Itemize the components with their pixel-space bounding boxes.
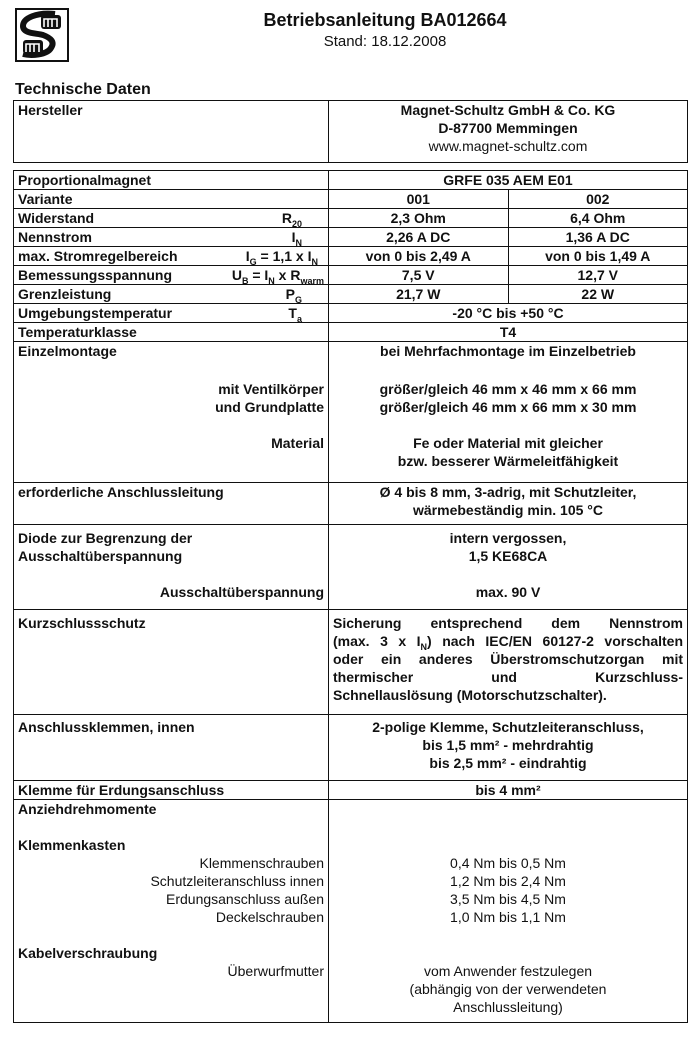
label-stromregelbereich: max. Stromregelbereich (18, 248, 178, 264)
grenzleistung-002: 22 W (508, 285, 688, 304)
kurzschluss-line-3: oder ein anderes Überstromschutzorgan mit (333, 651, 683, 667)
row-variante (14, 190, 688, 209)
variante-001: 001 (329, 190, 509, 209)
symbol-grenzleistung: $P_G$ (285, 286, 302, 305)
row-diode (14, 525, 688, 610)
row-einzelmontage (14, 342, 688, 483)
row-hersteller (14, 101, 688, 163)
label-ventilkoerper: mit Ventilkörper (218, 381, 324, 397)
value-diode-2: 1,5 KE68CA (468, 548, 548, 564)
value-klemmen-2: bis 1,5 mm² - mehrdrahtig (422, 737, 594, 753)
formula-stromregelbereich: $I_G = 1,1$ x $I_N$ (245, 248, 318, 267)
value-hersteller: Magnet-Schultz GmbH & Co. KG D-87700 Memmingen www.magnet-schultz.com (329, 101, 688, 163)
label-diode-1: Diode zur Begrenzung der (18, 530, 193, 546)
label-temperaturklasse: Temperaturklasse (14, 323, 329, 342)
label-bemessungsspannung: Bemessungsspannung (18, 267, 173, 283)
value-anschlussleitung-2: wärmebeständig min. 105 °C (413, 502, 603, 518)
label-grenzleistung: Grenzleistung (18, 286, 112, 302)
value-temperaturklasse: T4 (329, 323, 688, 342)
value-schutzleiteranschluss: 1,2 Nm bis 2,4 Nm (450, 873, 566, 889)
label-diode-2: Ausschaltüberspannung (18, 548, 183, 564)
label-erdungsanschluss-aussen: Erdungsanschluss außen (166, 891, 324, 907)
label-schutzleiteranschluss: Schutzleiteranschluss innen (150, 873, 324, 889)
row-stromregelbereich (14, 247, 688, 266)
bemessung-002: 12,7 V (508, 266, 688, 285)
row-kurzschlussschutz (14, 610, 688, 715)
label-umgebungstemperatur: Umgebungstemperatur (18, 305, 173, 321)
formula-bemessungsspannung: $U_B = I_N$ x $R_{warm}$ (231, 267, 324, 286)
label-kurzschlussschutz: Kurzschlussschutz (14, 610, 329, 715)
value-erdungsanschluss: bis 4 mm² (329, 781, 688, 800)
widerstand-002: 6,4 Ohm (508, 209, 688, 228)
value-umgebungstemperatur: -20 °C bis +50 °C (329, 304, 688, 323)
label-klemmenschrauben: Klemmenschrauben (199, 855, 324, 871)
kurzschluss-line-2: (max. 3 x $I_N$) nach IEC/EN 60127-2 vorschalten (333, 633, 683, 652)
kurzschluss-line-5: Schnellauslösung (Motorschutzschalter). (333, 687, 607, 703)
value-material-1: Fe oder Material mit gleicher (413, 435, 603, 451)
value-ueberwurfmutter-3: Anschlussleitung) (453, 999, 563, 1015)
label-erdungsanschluss: Klemme für Erdungsanschluss (14, 781, 329, 800)
value-ueberwurfmutter-2: (abhängig von der verwendeten (409, 981, 607, 997)
label-anschlussklemmen: Anschlussklemmen, innen (14, 715, 329, 781)
nennstrom-002: 1,36 A DC (508, 228, 688, 247)
label-hersteller: Hersteller (14, 101, 329, 163)
row-bemessungsspannung (14, 266, 688, 285)
value-ventilkoerper: größer/gleich 46 mm x 46 mm x 66 mm (379, 381, 637, 397)
document-title: Betriebsanleitung BA012664 (263, 10, 507, 30)
value-proportionalmagnet: GRFE 035 AEM E01 (329, 171, 688, 190)
value-material-2: bzw. besserer Wärmeleitfähigkeit (397, 453, 619, 469)
label-einzelmontage: Einzelmontage (18, 343, 117, 359)
stromregel-001: von 0 bis 2,49 A (329, 247, 509, 266)
section-title: Technische Daten (15, 81, 151, 98)
magnet-schultz-logo (15, 8, 69, 62)
value-diode-1: intern vergossen, (449, 530, 567, 546)
symbol-widerstand: $R_{20}$ (281, 210, 302, 229)
row-widerstand (14, 209, 688, 228)
variante-002: 002 (508, 190, 688, 209)
value-ueberwurfmutter-1: vom Anwender festzulegen (423, 963, 593, 979)
label-deckelschrauben: Deckelschrauben (215, 909, 324, 925)
label-widerstand: Widerstand (18, 210, 95, 226)
nennstrom-001: 2,26 A DC (329, 228, 509, 247)
label-grundplatte: und Grundplatte (215, 399, 324, 415)
row-grenzleistung (14, 285, 688, 304)
value-klemmen-3: bis 2,5 mm² - eindrahtig (429, 755, 587, 771)
value-klemmen-1: 2-polige Klemme, Schutzleiteranschluss, (372, 719, 644, 735)
label-nennstrom: Nennstrom (18, 229, 92, 245)
symbol-umgebungstemperatur: $T_a$ (288, 305, 302, 324)
label-anschlussleitung: erforderliche Anschlussleitung (14, 483, 329, 525)
stromregel-002: von 0 bis 1,49 A (508, 247, 688, 266)
grenzleistung-001: 21,7 W (329, 285, 509, 304)
symbol-nennstrom: $I_N$ (291, 229, 302, 248)
row-erdungsanschluss (14, 781, 688, 800)
row-anziehdrehmomente (14, 800, 688, 1023)
value-klemmenschrauben: 0,4 Nm bis 0,5 Nm (450, 855, 566, 871)
row-proportionalmagnet (14, 171, 688, 190)
label-klemmenkasten: Klemmenkasten (18, 837, 126, 853)
value-einzelmontage: bei Mehrfachmontage im Einzelbetrieb (380, 343, 636, 359)
label-ausschaltueberspannung: Ausschaltüberspannung (159, 584, 324, 600)
value-erdungsanschluss-aussen: 3,5 Nm bis 4,5 Nm (450, 891, 566, 907)
row-anschlussklemmen (14, 715, 688, 781)
label-material: Material (271, 435, 324, 451)
value-deckelschrauben: 1,0 Nm bis 1,1 Nm (450, 909, 566, 925)
kurzschluss-line-4: thermischer und Kurzschluss- (333, 669, 683, 685)
row-umgebungstemperatur (14, 304, 688, 323)
value-anschlussleitung-1: Ø 4 bis 8 mm, 3-adrig, mit Schutzleiter, (379, 484, 637, 500)
bemessung-001: 7,5 V (329, 266, 509, 285)
label-variante: Variante (14, 190, 329, 209)
label-ueberwurfmutter: Überwurfmutter (227, 963, 324, 979)
spacer (14, 163, 688, 171)
technical-data-table (13, 100, 688, 1023)
label-kabelverschraubung: Kabelverschraubung (18, 945, 158, 961)
row-nennstrom (14, 228, 688, 247)
kurzschluss-line-1: Sicherung entsprechend dem Nennstrom (333, 615, 683, 631)
row-anschlussleitung (14, 483, 688, 525)
label-anziehdrehmomente: Anziehdrehmomente (18, 801, 157, 817)
document-date: Stand: 18.12.2008 (323, 33, 447, 50)
widerstand-001: 2,3 Ohm (329, 209, 509, 228)
value-grundplatte: größer/gleich 46 mm x 66 mm x 30 mm (379, 399, 637, 415)
label-proportionalmagnet: Proportionalmagnet (14, 171, 329, 190)
row-temperaturklasse (14, 323, 688, 342)
value-ausschaltueberspannung: max. 90 V (475, 584, 541, 600)
